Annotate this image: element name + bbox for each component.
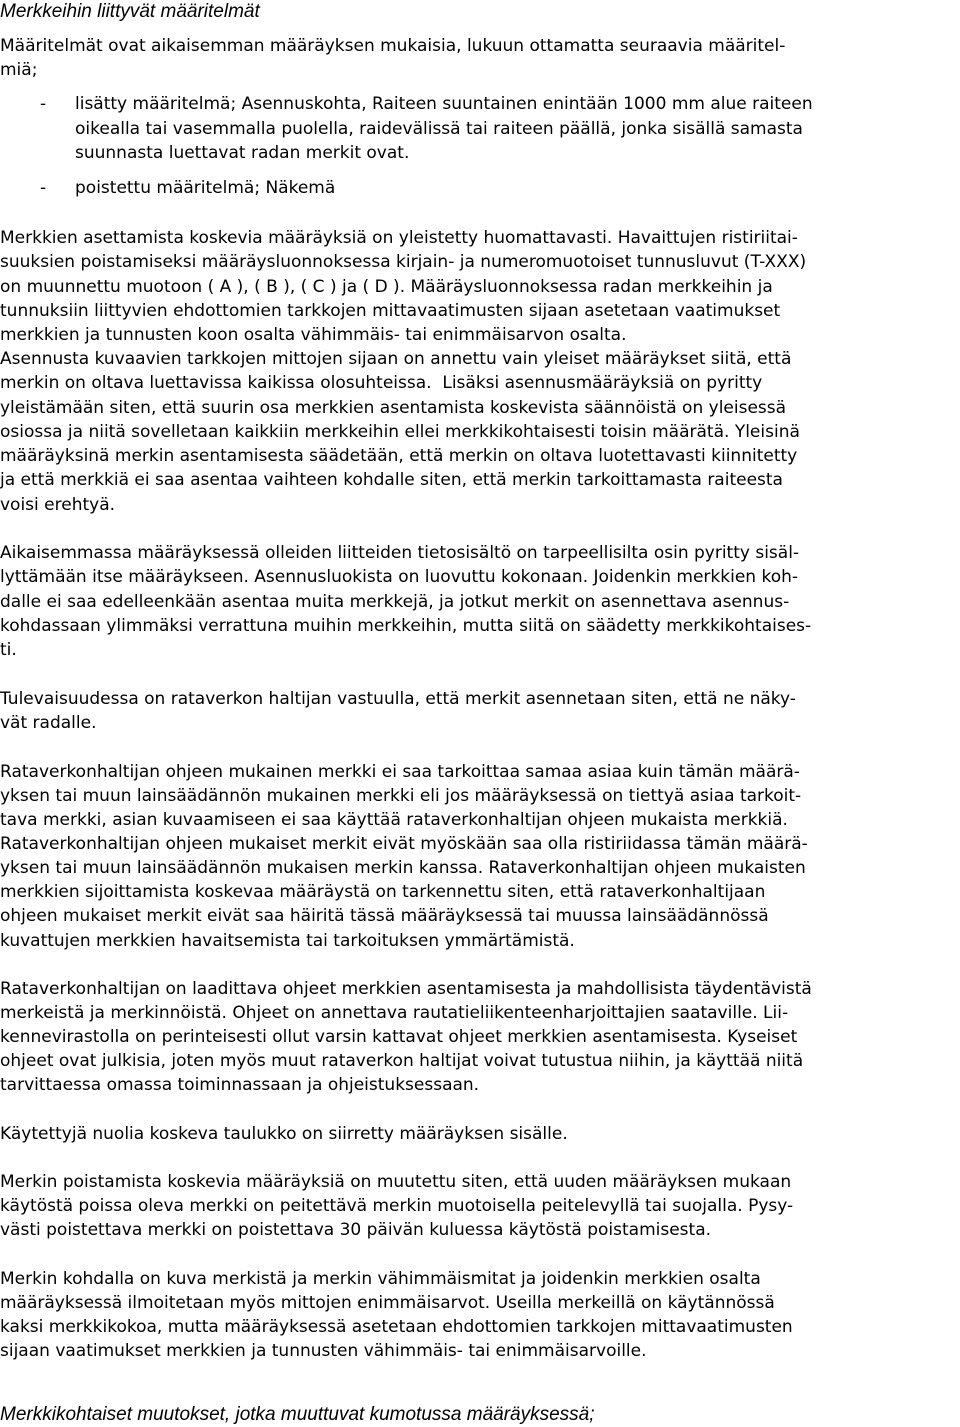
text-line: poistettu määritelmä; Näkemä xyxy=(75,178,336,198)
text-line: Merkkien asettamista koskevia määräyksiä on yleistetty huomattavasti. Havaittujen ristiriitai- xyxy=(0,228,798,248)
text-line: Määritelmät ovat aikaisemman määräyksen mukaisia, lukuun ottamatta seuraavia määritel- xyxy=(0,36,786,56)
text-line: merkin on oltava luettavissa kaikissa olosuhteissa. Lisäksi asennusmääräyksiä on pyritty xyxy=(0,373,763,393)
text-line: ja että merkkiä ei saa asentaa vaihteen kohdalle siten, että merkin tarkoittamasta raiteesta xyxy=(0,470,783,490)
section-heading: Merkkikohtaiset muutokset, jotka muuttuvat kumotussa määräyksessä; xyxy=(0,1404,595,1425)
text-line: merkkien sijoittamista koskevaa määräystä on tarkennettu siten, että rataverkonhaltijaan xyxy=(0,882,766,902)
text-line: voisi erehtyä. xyxy=(0,495,116,515)
text-line: merkeistä ja merkinnöistä. Ohjeet on annettava rautatieliikenteenharjoittajien saataville. Lii- xyxy=(0,1003,789,1023)
text-line: lyttämään itse määräykseen. Asennusluokista on luovuttu kokonaan. Joidenkin merkkien koh- xyxy=(0,567,799,587)
text-line: ohjeet ovat julkisia, joten myös muut rataverkon haltijat voivat tutustua niihin, ja käyttää niitä xyxy=(0,1051,804,1071)
text-line: on muunnettu muotoon ( A ), ( B ), ( C ) ja ( D ). Määräysluonnoksessa radan merkkeihin ja xyxy=(0,277,773,297)
list-dash: - xyxy=(40,178,47,198)
text-line: ohjeen mukaiset merkit eivät saa häiritä tässä määräyksessä tai muussa lainsäädännössä xyxy=(0,906,769,926)
list-dash: - xyxy=(40,94,47,114)
text-line: tunnuksiin liittyvien ehdottomien tarkkojen mittavaatimusten sijaan asetetaan vaatimukset xyxy=(0,301,781,321)
text-line: yksen tai muun lainsäädännön mukainen merkki eli jos määräyksessä on tiettyä asiaa tarkoit- xyxy=(0,786,802,806)
text-line: Rataverkonhaltijan on laadittava ohjeet merkkien asentamisesta ja mahdollisista täydentävistä xyxy=(0,979,812,999)
text-line: määräyksinä merkin asentamisesta säädetään, että merkin on oltava luotettavasti kiinnitetty xyxy=(0,446,798,466)
text-line: merkkien ja tunnusten koon osalta vähimmäis- tai enimmäisarvon osalta. xyxy=(0,325,627,345)
text-line: tarvittaessa omassa toiminnassaan ja ohjeistuksessaan. xyxy=(0,1075,480,1095)
text-line: Rataverkonhaltijan ohjeen mukaiset merkit eivät myöskään saa olla ristiriidassa tämän määrä- xyxy=(0,834,808,854)
text-line: suuksien poistamiseksi määräysluonnoksessa kirjain- ja numeromuotoiset tunnusluvut (T-XXX) xyxy=(0,252,807,272)
text-line: käytöstä poissa oleva merkki on peitettävä merkin muotoisella peitelevyllä tai suojalla. Pysy- xyxy=(0,1196,794,1216)
text-line: kennevirastolla on perinteisesti ollut varsin kattavat ohjeet merkkien asentamisesta. Kyseiset xyxy=(0,1027,798,1047)
text-line: suunnasta luettavat radan merkit ovat. xyxy=(75,143,410,163)
text-line: västi poistettava merkki on poistettava 30 päivän kuluessa käytöstä poistamisesta. xyxy=(0,1220,712,1240)
text-line: lisätty määritelmä; Asennuskohta, Raiteen suuntainen enintään 1000 mm alue raiteen xyxy=(75,94,813,114)
text-line: yleistämään siten, että suurin osa merkkien asentamista koskevista säännöistä on yleisessä xyxy=(0,398,787,418)
text-line: yksen tai muun lainsäädännön mukaisen merkin kanssa. Rataverkonhaltijan ohjeen mukaisten xyxy=(0,858,806,878)
text-line: dalle ei saa edelleenkään asentaa muita merkkejä, ja jotkut merkit on asennettava asennus- xyxy=(0,592,790,612)
text-line: kaksi merkkikokoa, mutta määräyksessä asetetaan ehdottomien tarkkojen mittavaatimusten xyxy=(0,1317,793,1337)
section-heading: Merkkeihin liittyvät määritelmät xyxy=(0,1,260,22)
text-line: määräyksessä ilmoitetaan myös mittojen enimmäisarvot. Useilla merkeillä on käytännössä xyxy=(0,1293,775,1313)
text-line: vät radalle. xyxy=(0,713,97,733)
text-line: Rataverkonhaltijan ohjeen mukainen merkki ei saa tarkoittaa samaa asiaa kuin tämän määrä- xyxy=(0,762,800,782)
text-line: Käytettyjä nuolia koskeva taulukko on siirretty määräyksen sisälle. xyxy=(0,1124,568,1144)
text-line: oikealla tai vasemmalla puolella, raidevälissä tai raiteen päällä, jonka sisällä samasta xyxy=(75,119,803,139)
text-line: ti. xyxy=(0,640,17,660)
text-line: sijaan vaatimukset merkkien ja tunnusten vähimmäis- tai enimmäisarvoille. xyxy=(0,1341,647,1361)
text-line: Tulevaisuudessa on rataverkon haltijan vastuulla, että merkit asennetaan siten, että ne näky- xyxy=(0,689,796,709)
text-line: Merkin kohdalla on kuva merkistä ja merkin vähimmäismitat ja joidenkin merkkien osalta xyxy=(0,1269,761,1289)
text-line: tava merkki, asian kuvaamiseen ei saa käyttää rataverkonhaltijan ohjeen mukaista merkkiä. xyxy=(0,810,788,830)
text-line: miä; xyxy=(0,60,38,80)
text-line: Aikaisemmassa määräyksessä olleiden liitteiden tietosisältö on tarpeellisilta osin pyritty sisäl- xyxy=(0,543,800,563)
text-line: kohdassaan ylimmäksi verrattuna muihin merkkeihin, mutta siitä on säädetty merkkikohtaises- xyxy=(0,616,812,636)
text-line: Merkin poistamista koskevia määräyksiä on muutettu siten, että uuden määräyksen mukaan xyxy=(0,1172,792,1192)
text-line: osiossa ja niitä sovelletaan kaikkiin merkkeihin ellei merkkikohtaisesti toisin määrätä. Yleisinä xyxy=(0,422,800,442)
text-line: kuvattujen merkkien havaitsemista tai tarkoituksen ymmärtämistä. xyxy=(0,931,575,951)
text-line: Asennusta kuvaavien tarkkojen mittojen sijaan on annettu vain yleiset määräykset siitä, että xyxy=(0,349,792,369)
